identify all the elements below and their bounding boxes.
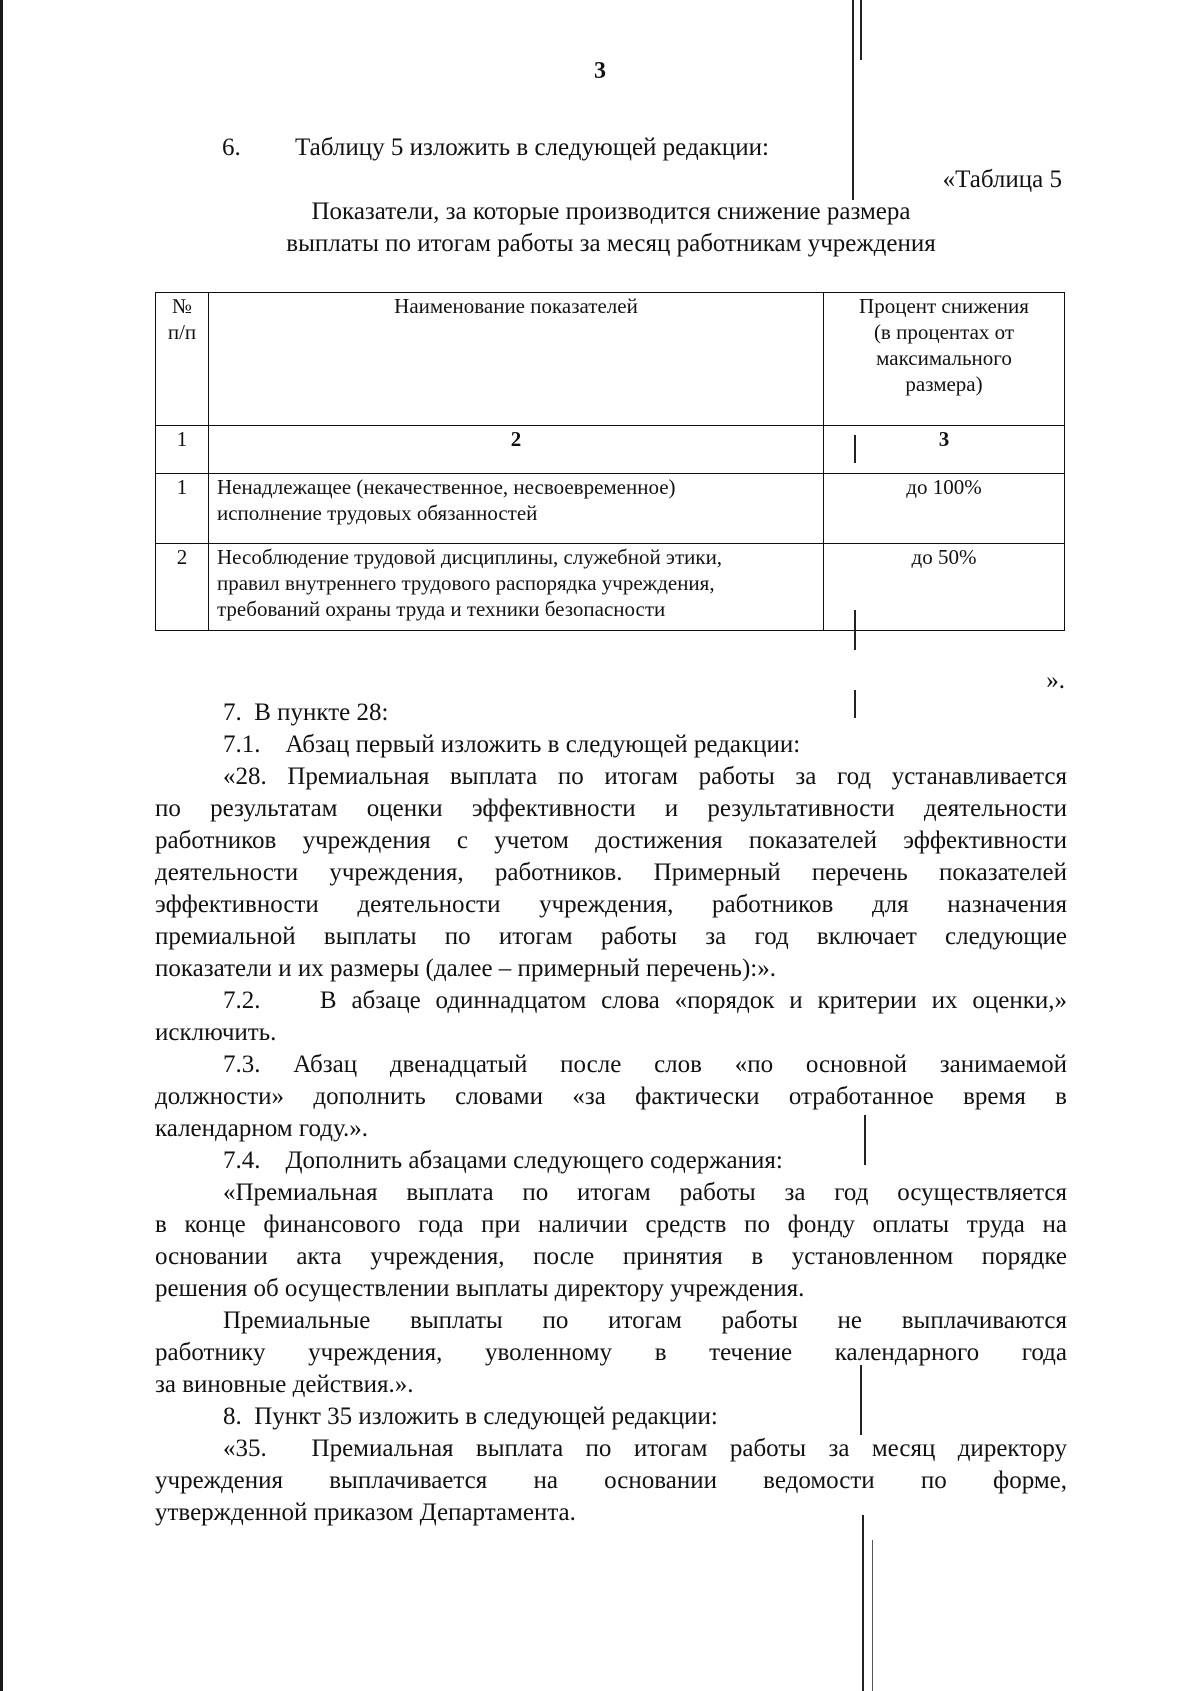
page-number: 3 <box>594 58 606 84</box>
header-number <box>156 293 209 426</box>
para-28-line: по результатам оценки эффективности и результативности деятельности <box>155 795 1067 822</box>
premium-para-1-line: в конце финансового года при наличии средств по фонду оплаты труда на <box>155 1211 1067 1238</box>
header-percent-line: Процент снижения <box>859 294 1029 318</box>
item-6-text: Таблицу 5 изложить в следующей редакции: <box>295 134 769 161</box>
item-7-1: 7.1. Абзац первый изложить в следующей редакции: <box>223 731 801 758</box>
table-row <box>156 474 1065 544</box>
table-label: «Таблица 5 <box>942 166 1062 193</box>
table-caption-line2: выплаты по итогам работы за месяц работникам учреждения <box>286 230 936 257</box>
row-number: 2 <box>156 544 209 631</box>
reduction-indicators-table <box>155 292 1065 631</box>
header-percent-line: (в процентах от <box>873 320 1015 344</box>
header-percent-line: размера) <box>905 372 983 396</box>
para-35-line: учреждения выплачивается на основании ведомости по форме, <box>155 1467 1067 1494</box>
premium-para-1-line: решения об осуществлении выплаты директору учреждения. <box>155 1275 805 1302</box>
premium-para-1-line: основании акта учреждения, после принятия в установленном порядке <box>155 1243 1067 1270</box>
scan-line <box>862 1515 864 1691</box>
para-28-line: премиальной выплаты по итогам работы за год включает следующие <box>155 923 1067 950</box>
item-7: 7. В пункте 28: <box>223 699 389 726</box>
closing-quote: ». <box>1046 667 1065 694</box>
item-7-3-line: должности» дополнить словами «за фактически отработанное время в <box>155 1083 1067 1110</box>
column-number: 1 <box>156 426 209 474</box>
premium-para-2-line: Премиальные выплаты по итогам работы не выплачиваются <box>223 1307 1067 1334</box>
table-header-row <box>156 293 1065 426</box>
header-percent-line: максимального <box>876 346 1012 370</box>
para-28-line: эффективности деятельности учреждения, работников для назначения <box>155 891 1067 918</box>
item-7-2-line: исключить. <box>155 1019 277 1046</box>
para-28-line: «28. Премиальная выплата по итогам работы за год устанавливается <box>223 763 1067 790</box>
header-percent <box>824 293 1065 426</box>
row-name <box>209 544 824 631</box>
row-name-line: требований охраны труда и техники безопасности <box>217 597 666 621</box>
para-28-line: показатели и их размеры (далее – примерный перечень):». <box>155 955 776 982</box>
item-7-2-line: 7.2. В абзаце одиннадцатом слова «порядок и критерии их оценки,» <box>223 987 1067 1014</box>
header-name: Наименование показателей <box>209 293 824 426</box>
item-7-3-line: календарном году.». <box>155 1115 368 1142</box>
para-35-line: «35. Премиальная выплата по итогам работы за месяц директору <box>223 1435 1067 1462</box>
row-name <box>209 474 824 544</box>
item-7-3-line: 7.3. Абзац двенадцатый после слов «по основной занимаемой <box>223 1051 1067 1078</box>
row-name-line: Несоблюдение трудовой дисциплины, служебной этики, <box>217 545 723 569</box>
row-name-line: правил внутреннего трудового распорядка учреждения, <box>217 571 715 595</box>
scan-line <box>860 0 862 60</box>
para-35-line: утвержденной приказом Департамента. <box>155 1499 576 1526</box>
row-name-line: исполнение трудовых обязанностей <box>217 501 538 525</box>
para-28-line: работников учреждения с учетом достижения показателей эффективности <box>155 827 1067 854</box>
scan-line <box>872 1540 873 1691</box>
premium-para-2-line: работнику учреждения, уволенному в течение календарного года <box>155 1339 1067 1366</box>
header-number-line: № <box>171 294 193 318</box>
column-number: 2 <box>209 426 824 474</box>
row-percent: до 100% <box>824 474 1065 544</box>
scan-line <box>854 690 856 718</box>
page-left-edge <box>0 0 3 1691</box>
item-6-label: 6. <box>222 134 241 161</box>
item-7-4: 7.4. Дополнить абзацами следующего содержания: <box>223 1147 783 1174</box>
table-row <box>156 544 1065 631</box>
row-name-line: Ненадлежащее (некачественное, несвоевременное) <box>217 475 676 499</box>
row-percent: до 50% <box>824 544 1065 631</box>
table-column-numbers-row <box>156 426 1065 474</box>
header-number-line: п/п <box>167 320 197 344</box>
table-caption-line1: Показатели, за которые производится снижение размера <box>311 198 911 225</box>
premium-para-2-line: за виновные действия.». <box>155 1371 414 1398</box>
column-number: 3 <box>824 426 1065 474</box>
row-number: 1 <box>156 474 209 544</box>
para-28-line: деятельности учреждения, работников. Примерный перечень показателей <box>155 859 1067 886</box>
item-8: 8. Пункт 35 изложить в следующей редакции: <box>223 1403 718 1430</box>
scan-line <box>852 0 854 200</box>
premium-para-1-line: «Премиальная выплата по итогам работы за год осуществляется <box>223 1179 1067 1206</box>
